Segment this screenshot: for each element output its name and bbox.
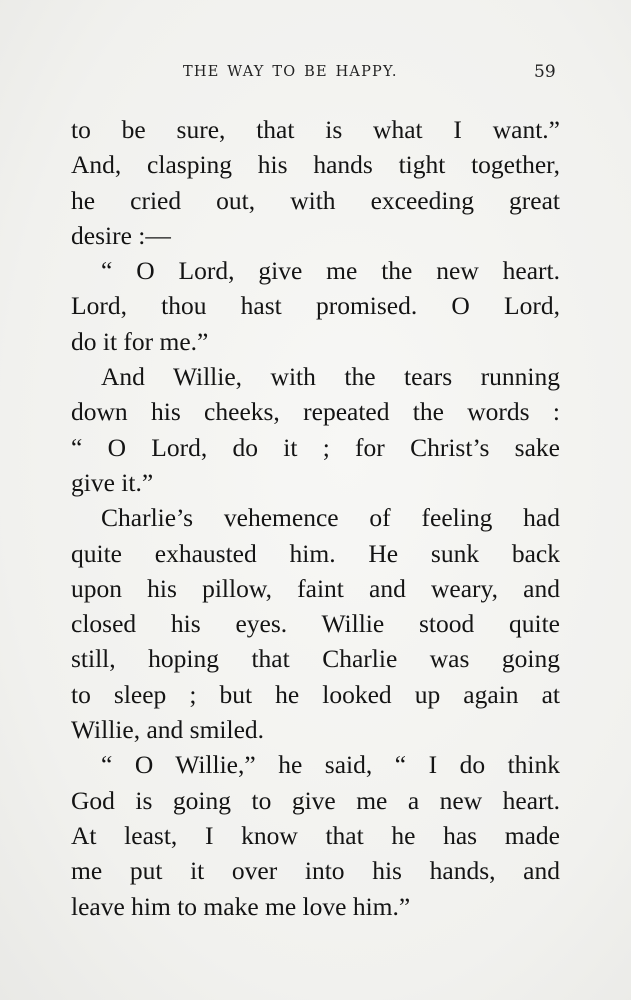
running-title: THE WAY TO BE HAPPY. — [183, 64, 398, 80]
text-line: Willie, and smiled. — [71, 715, 265, 745]
text-line: closed his eyes. Willie stood quite — [71, 609, 560, 639]
text-line: he cried out, with exceeding great — [71, 185, 560, 215]
text-line: “ O Lord, do it ; for Christ’s sake — [71, 432, 560, 462]
text-line: still, hoping that Charlie was going — [71, 644, 560, 674]
text-line: “ O Willie,” he said, “ I do think — [101, 750, 560, 780]
text-line: At least, I know that he has made — [71, 820, 560, 850]
text-line: upon his pillow, faint and weary, and — [71, 573, 560, 603]
text-line: me put it over into his hands, and — [71, 856, 560, 886]
text-line: Lord, thou hast promised. O Lord, — [71, 291, 560, 321]
text-line: And, clasping his hands tight together, — [71, 150, 560, 180]
page-header — [0, 62, 631, 86]
text-line: leave him to make me love him.” — [71, 891, 411, 921]
text-line: desire :— — [71, 220, 171, 250]
text-line: give it.” — [71, 467, 154, 497]
page-number: 59 — [534, 62, 556, 82]
text-line: Charlie’s vehemence of feeling had — [101, 503, 560, 533]
text-line: to be sure, that is what I want.” — [71, 115, 560, 144]
text-line: “ O Lord, give me the new heart. — [101, 256, 560, 286]
text-line: down his cheeks, repeated the words : — [71, 397, 560, 427]
text-line: do it for me.” — [71, 326, 209, 356]
text-line: And Willie, with the tears running — [101, 362, 560, 392]
text-line: quite exhausted him. He sunk back — [71, 538, 560, 568]
text-line: God is going to give me a new heart. — [71, 785, 560, 815]
text-line: to sleep ; but he looked up again at — [71, 679, 560, 709]
body-text — [71, 112, 560, 924]
